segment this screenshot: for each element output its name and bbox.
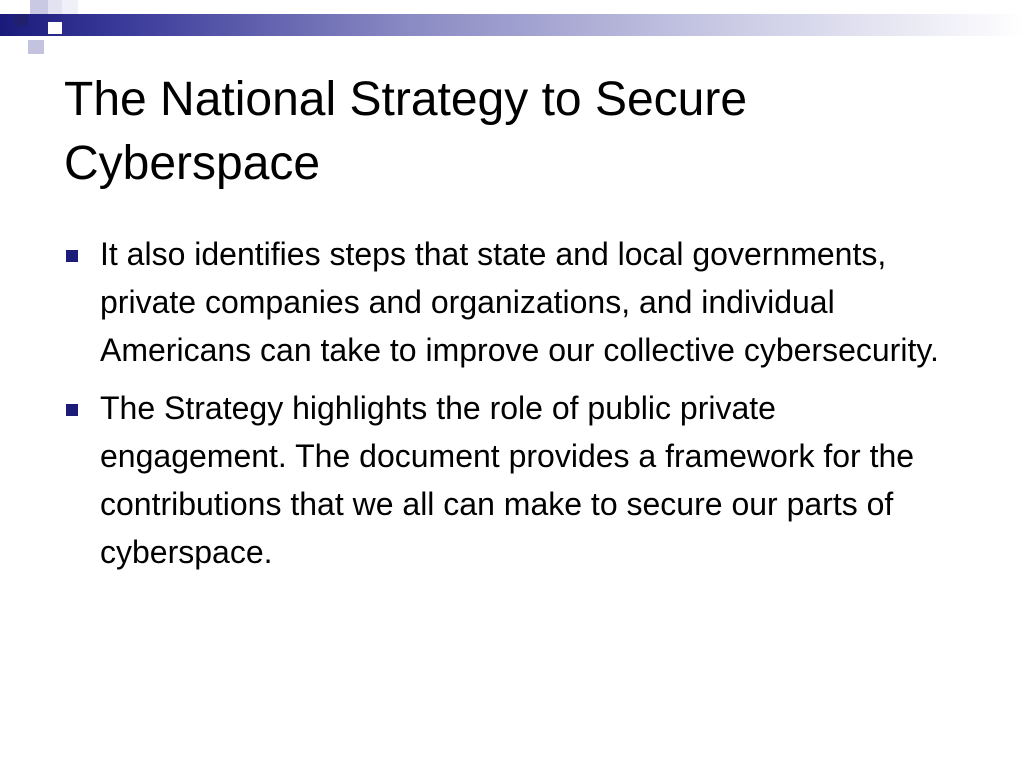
slide-title: The National Strategy to Secure Cyberspace: [64, 73, 748, 190]
bullet-list: [64, 230, 964, 586]
decorative-square: [30, 0, 48, 14]
decorative-square: [14, 14, 28, 26]
decorative-square: [28, 40, 44, 54]
header-gradient-bar: [0, 14, 1024, 36]
bullet-item: [64, 384, 964, 576]
square-bullet-icon: [66, 404, 78, 416]
bullet-text: The Strategy highlights the role of public private engagement. The document provides a framework for the contributions that we all can make to secure our parts of cyberspace.: [100, 390, 915, 570]
bullet-item: [64, 230, 964, 374]
bullet-text: It also identifies steps that state and local governments, private companies and organizations, and individual Americans can take to improve our collective cybersecurity.: [100, 236, 939, 368]
decorative-square: [62, 0, 78, 14]
square-bullet-icon: [66, 250, 78, 262]
decorative-square: [48, 22, 62, 34]
